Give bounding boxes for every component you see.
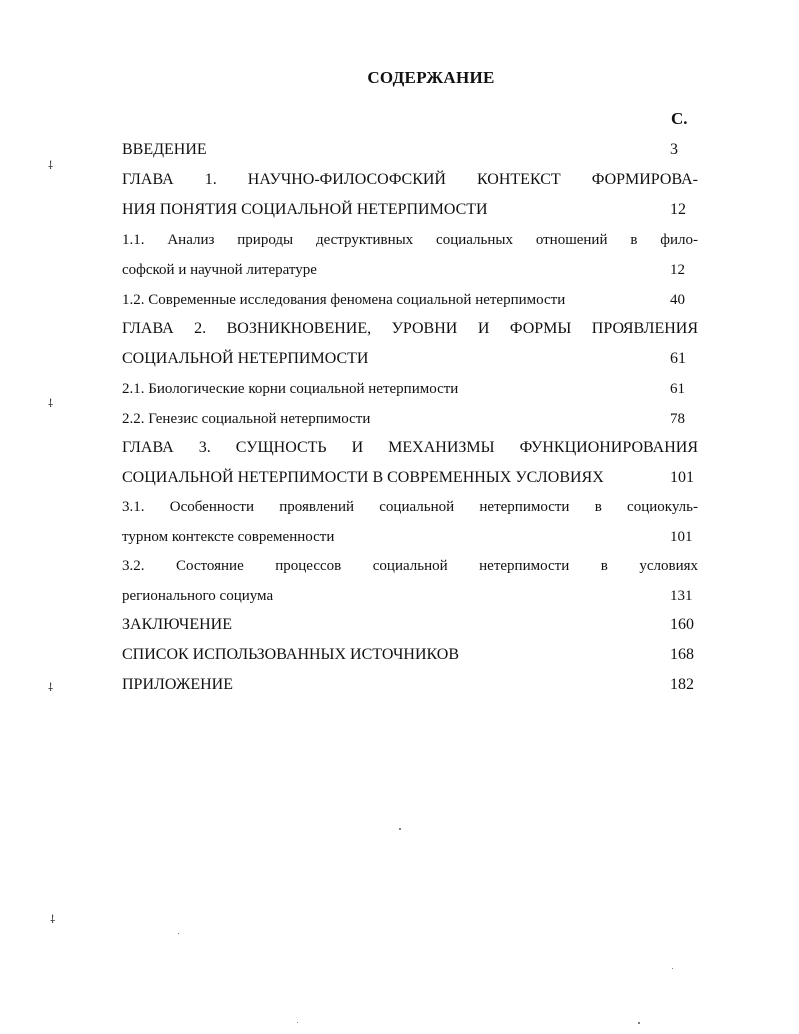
toc-entry-section-1-2[interactable]	[122, 285, 698, 315]
toc-entry-text: ГЛАВА 2. ВОЗНИКНОВЕНИЕ, УРОВНИ И ФОРМЫ ПРОЯВЛЕНИЯ	[122, 320, 698, 337]
toc-entry-text: ВВЕДЕНИЕ	[122, 141, 207, 158]
toc-entry-text: 3.2. Состояние процессов социальной нетерпимости в условиях	[122, 558, 698, 574]
toc-entry-text: СПИСОК ИСПОЛЬЗОВАННЫХ ИСТОЧНИКОВ	[122, 646, 460, 663]
toc-page-number: 61	[670, 381, 685, 397]
scan-speck	[297, 1022, 298, 1023]
toc-entry-section-1-1[interactable]	[122, 225, 698, 285]
toc-entry-text: 2.2. Генезис социальной нетерпимости	[122, 411, 371, 427]
toc-entry-text: ПРИЛОЖЕНИЕ	[122, 676, 234, 693]
binding-mark-icon: ⸸	[48, 681, 54, 694]
toc-entry-text: ГЛАВА 3. СУЩНОСТЬ И МЕХАНИЗМЫ ФУНКЦИОНИРОВАНИЯ	[122, 439, 698, 456]
toc-entry-text: турном контексте современности	[122, 529, 335, 545]
toc-entry-text: СОЦИАЛЬНОЙ НЕТЕРПИМОСТИ В СОВРЕМЕННЫХ УСЛОВИЯХ	[122, 469, 604, 486]
toc-page-number: 182	[670, 676, 694, 693]
toc-entry-chapter-1[interactable]	[122, 165, 698, 225]
toc-entry-references[interactable]	[122, 640, 698, 670]
binding-mark-icon: ⸸	[50, 913, 56, 926]
toc-entry-text: 1.1. Анализ природы деструктивных социальных отношений в фило-	[122, 232, 698, 248]
binding-mark-icon: ⸸	[48, 397, 54, 410]
toc-entry-text: НИЯ ПОНЯТИЯ СОЦИАЛЬНОЙ НЕТЕРПИМОСТИ	[122, 201, 488, 218]
toc-page-number: 160	[670, 616, 694, 633]
page-column-header: С.	[671, 109, 688, 128]
toc-entry-introduction[interactable]	[122, 135, 698, 165]
toc-page-number: 40	[670, 292, 685, 308]
binding-mark-icon: ⸸	[48, 159, 54, 172]
scan-speck	[399, 828, 401, 830]
toc-page-number: 12	[670, 201, 686, 218]
toc-entry-text: 2.1. Биологические корни социальной нетерпимости	[122, 381, 459, 397]
scan-speck	[638, 1022, 640, 1024]
toc-page-number: 131	[670, 588, 693, 604]
toc-page-number: 12	[670, 262, 685, 278]
toc-entry-section-2-2[interactable]	[122, 404, 698, 434]
toc-entry-conclusion[interactable]	[122, 610, 698, 640]
toc-entry-text: ЗАКЛЮЧЕНИЕ	[122, 616, 232, 633]
toc-entry-text: СОЦИАЛЬНОЙ НЕТЕРПИМОСТИ	[122, 350, 369, 367]
toc-entry-chapter-3[interactable]	[122, 433, 698, 493]
scan-speck	[178, 933, 179, 934]
toc-entry-text: 3.1. Особенности проявлений социальной нетерпимости в социокуль-	[122, 499, 698, 515]
toc-page-number: 61	[670, 350, 686, 367]
page-title: СОДЕРЖАНИЕ	[367, 68, 495, 87]
toc-page-number: 3	[670, 141, 678, 158]
toc-entry-text: 1.2. Современные исследования феномена социальной нетерпимости	[122, 292, 566, 308]
toc-entry-text: софской и научной литературе	[122, 262, 317, 278]
toc-entry-appendix[interactable]	[122, 670, 698, 700]
scan-speck	[672, 968, 673, 969]
toc-page-number: 101	[670, 469, 694, 486]
toc-entry-text: регионального социума	[122, 588, 274, 604]
toc-page-number: 168	[670, 646, 694, 663]
toc-entry-text: ГЛАВА 1. НАУЧНО-ФИЛОСОФСКИЙ КОНТЕКСТ ФОРМИРОВА-	[122, 171, 698, 188]
toc-entry-section-3-2[interactable]	[122, 551, 698, 611]
toc-entry-section-3-1[interactable]	[122, 492, 698, 552]
toc-entry-chapter-2[interactable]	[122, 314, 698, 374]
toc-entry-section-2-1[interactable]	[122, 374, 698, 404]
toc-page-number: 101	[670, 529, 693, 545]
toc-page-number: 78	[670, 411, 685, 427]
